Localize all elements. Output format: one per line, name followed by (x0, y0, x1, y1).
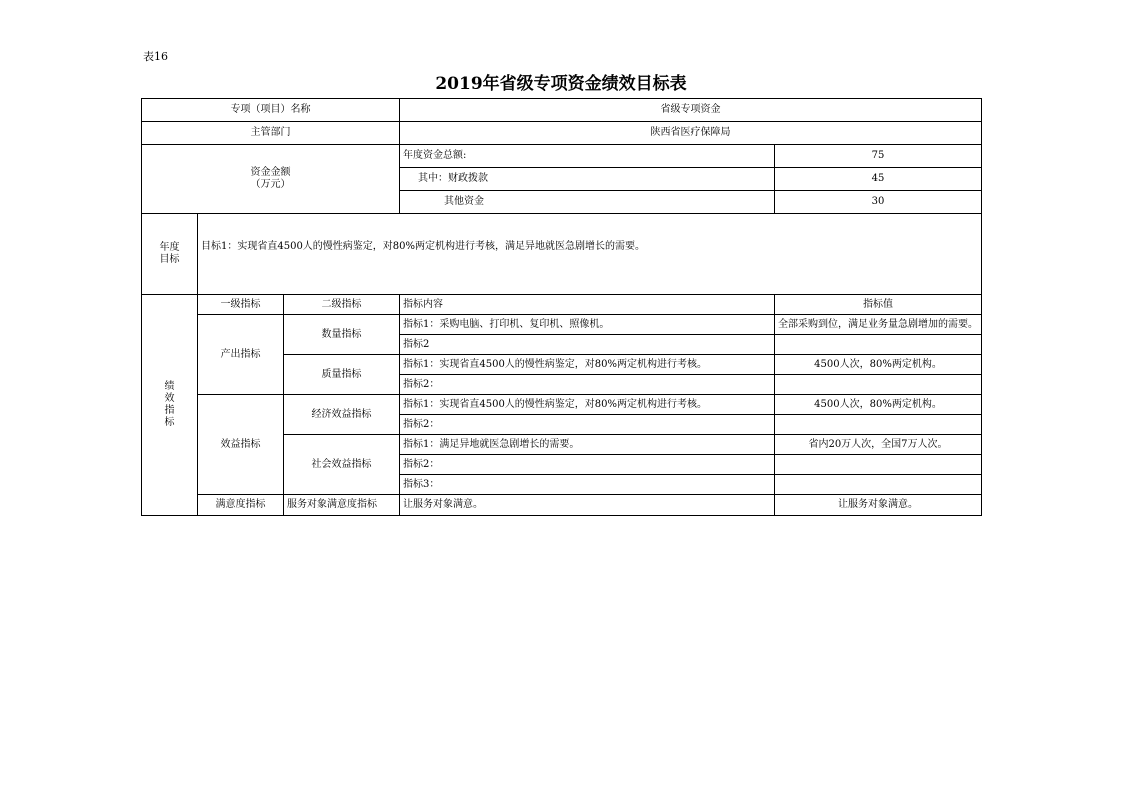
social-row3-content: 指标3： (400, 475, 775, 495)
economic-row1-content: 指标1：实现省直4500人的慢性病鉴定，对80%两定机构进行考核。 (400, 395, 775, 415)
benefit-indicator-label: 效益指标 (198, 395, 284, 495)
economic-row2-content: 指标2： (400, 415, 775, 435)
quality-row1-value: 4500人次，80%两定机构。 (775, 355, 982, 375)
funds-label (142, 145, 400, 214)
satisfaction-sub-label: 服务对象满意度指标 (284, 495, 400, 516)
funds-other-value: 30 (775, 191, 982, 214)
dept-label: 主管部门 (142, 122, 400, 145)
quality-row1-content: 指标1：实现省直4500人的慢性病鉴定，对80%两定机构进行考核。 (400, 355, 775, 375)
performance-target-table (141, 98, 982, 516)
table-row (142, 99, 982, 122)
social-row1-value: 省内20万人次，全国7万人次。 (775, 435, 982, 455)
project-name-value: 省级专项资金 (400, 99, 982, 122)
table-row (142, 395, 982, 415)
quantity-row1-content: 指标1：采购电脑、打印机、复印机、照像机。 (400, 315, 775, 335)
header-value: 指标值 (775, 295, 982, 315)
dept-value: 陕西省医疗保障局 (400, 122, 982, 145)
satisfaction-value: 让服务对象满意。 (775, 495, 982, 516)
social-row2-content: 指标2： (400, 455, 775, 475)
page-title: 2019年省级专项资金绩效目标表 (435, 74, 687, 94)
quantity-indicator-label: 数量指标 (284, 315, 400, 355)
perf-indicator-label (142, 295, 198, 516)
quantity-row2-content: 指标2 (400, 335, 775, 355)
perf-label-char: 标 (164, 417, 175, 428)
funds-label-line2: （万元） (250, 179, 291, 190)
funds-total-value: 75 (775, 145, 982, 168)
output-indicator-label: 产出指标 (198, 315, 284, 395)
quantity-row1-value: 全部采购到位，满足业务量急剧增加的需要。 (775, 315, 982, 335)
quantity-row2-value (775, 335, 982, 355)
annual-goal-label (142, 214, 198, 295)
quality-row2-content: 指标2： (400, 375, 775, 395)
funds-total-label: 年度资金总额: (400, 145, 775, 168)
table-row (142, 495, 982, 516)
funds-fiscal-label: 其中：财政拨款 (400, 168, 775, 191)
annual-goal-text: 目标1：实现省直4500人的慢性病鉴定，对80%两定机构进行考核，满足异地就医急剧增长的需要。 (198, 214, 982, 295)
funds-other-label: 其他资金 (400, 191, 775, 214)
header-level1: 一级指标 (198, 295, 284, 315)
social-row1-content: 指标1：满足异地就医急剧增长的需要。 (400, 435, 775, 455)
project-name-label: 专项（项目）名称 (142, 99, 400, 122)
perf-label-char: 指 (164, 405, 175, 416)
economic-indicator-label: 经济效益指标 (284, 395, 400, 435)
funds-label-line1: 资金金额 (250, 167, 291, 178)
perf-label-char: 绩 (164, 381, 175, 392)
header-level2: 二级指标 (284, 295, 400, 315)
social-row3-value (775, 475, 982, 495)
table-number-label: 表16 (143, 50, 168, 63)
table-row (142, 295, 982, 315)
header-content: 指标内容 (400, 295, 775, 315)
satisfaction-content: 让服务对象满意。 (400, 495, 775, 516)
quality-indicator-label: 质量指标 (284, 355, 400, 395)
annual-goal-label-line2: 目标 (159, 254, 180, 265)
annual-goal-label-line1: 年度 (159, 242, 180, 253)
table-row (142, 315, 982, 335)
social-indicator-label: 社会效益指标 (284, 435, 400, 495)
quality-row2-value (775, 375, 982, 395)
table-row (142, 122, 982, 145)
economic-row1-value: 4500人次，80%两定机构。 (775, 395, 982, 415)
table-row (142, 214, 982, 295)
satisfaction-indicator-label: 满意度指标 (198, 495, 284, 516)
funds-fiscal-value: 45 (775, 168, 982, 191)
economic-row2-value (775, 415, 982, 435)
table-row (142, 145, 982, 168)
perf-label-char: 效 (164, 393, 175, 404)
social-row2-value (775, 455, 982, 475)
